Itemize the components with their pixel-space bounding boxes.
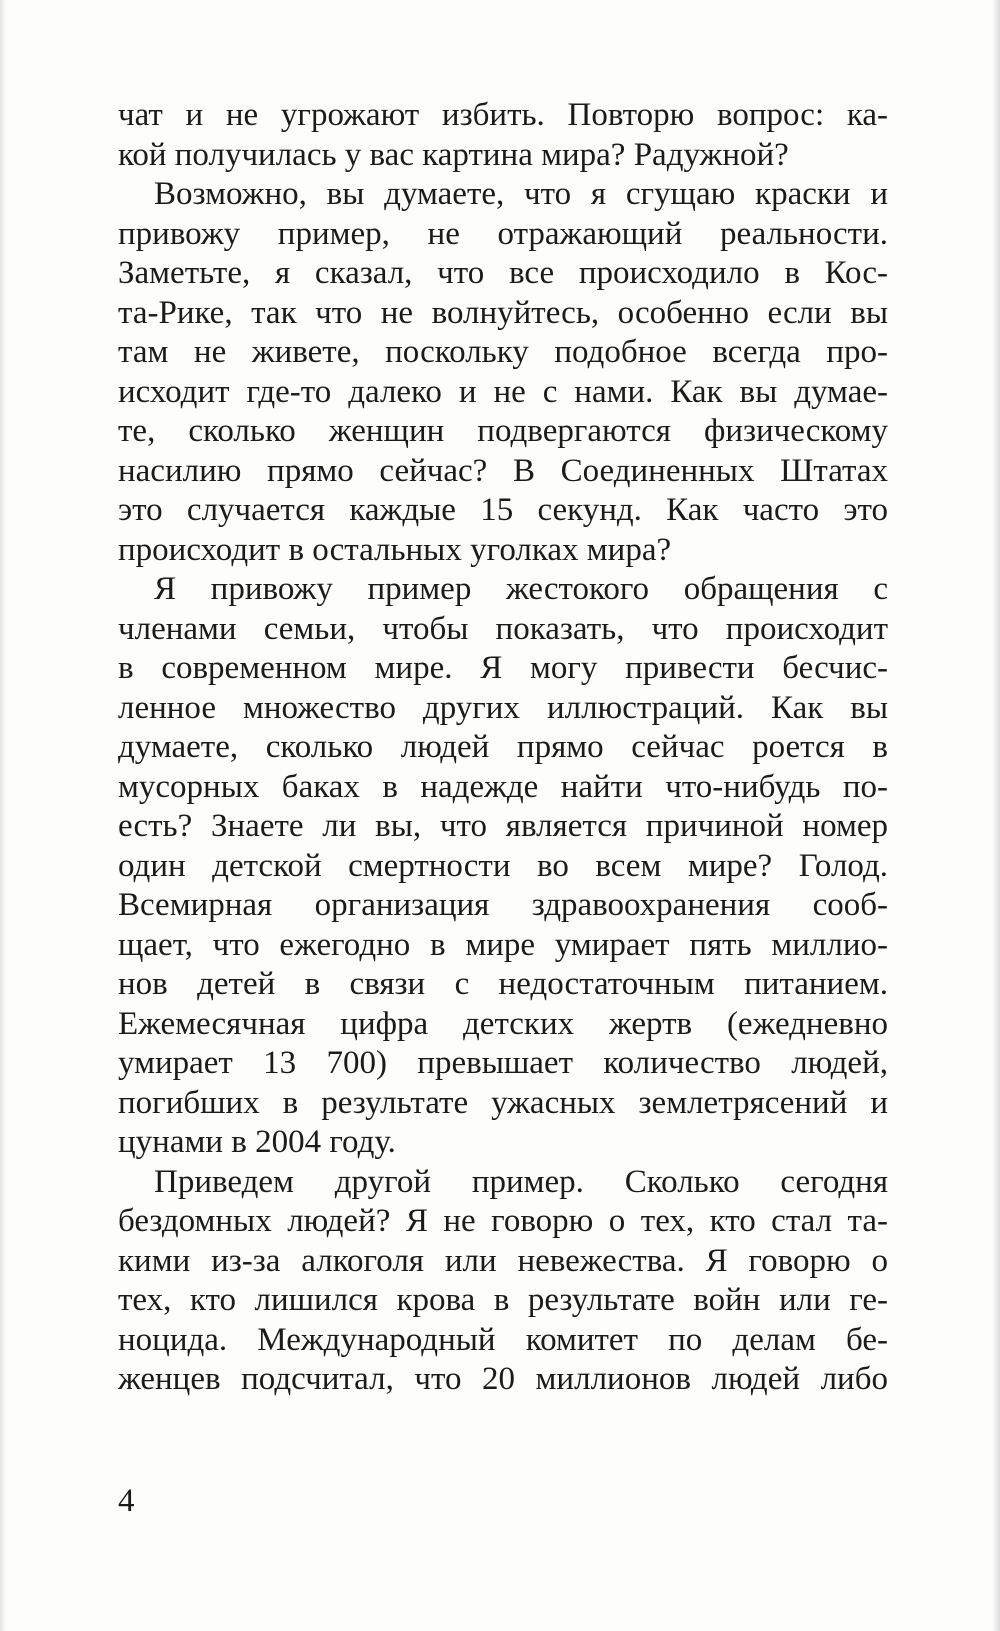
text-line: один детской смертности во всем мире? Голод. — [118, 847, 888, 884]
paragraph-first-line: Возможно, вы думаете, что я сгущаю краски и — [154, 176, 888, 212]
page-number: 4 — [118, 1483, 135, 1519]
text-line: насилию прямо сейчас? В Соединенных Штатах — [118, 452, 888, 489]
text-line: тех, кто лишился крова в результате войн или ге- — [118, 1282, 888, 1318]
text-line: членами семьи, чтобы показать, что происходит — [118, 610, 888, 647]
text-line: думаете, сколько людей прямо сейчас роется в — [118, 729, 888, 765]
text-line: та-Рике, так что не волнуйтесь, особенно если вы — [118, 294, 888, 331]
scan-edge-right — [992, 0, 1000, 1631]
text-line: женцев подсчитал, что 20 миллионов людей либо — [118, 1361, 888, 1397]
text-line: исходит где-то далеко и не с нами. Как вы думае- — [118, 373, 888, 410]
text-line: происходит в остальных уголках мира? — [118, 531, 672, 568]
body-text — [118, 96, 888, 1400]
text-line: щает, что ежегодно в мире умирает пять миллио- — [118, 926, 888, 963]
text-line: в современном мире. Я могу привести бесчис- — [118, 650, 888, 686]
text-line: это случается каждые 15 секунд. Как часто это — [118, 492, 888, 528]
text-line: Заметьте, я сказал, что все происходило в Кос- — [118, 255, 888, 291]
text-line: умирает 13 700) превышает количество людей, — [118, 1045, 888, 1081]
text-line: привожу пример, не отражающий реальности. — [118, 215, 888, 252]
text-line: кими из-за алкоголя или невежества. Я говорю о — [118, 1242, 888, 1279]
text-line: нов детей в связи с недостаточным питанием. — [118, 966, 888, 1002]
text-line: чат и не угрожают избить. Повторю вопрос: ка- — [118, 97, 888, 133]
text-line: Всемирная организация здравоохранения сооб- — [118, 887, 888, 923]
text-line: там не живете, поскольку подобное всегда про- — [118, 334, 888, 370]
text-line: бездомных людей? Я не говорю о тех, кто стал та- — [118, 1203, 888, 1239]
text-line: кой получилась у вас картина мира? Радужной? — [118, 136, 789, 173]
paragraph-first-line: Приведем другой пример. Сколько сегодня — [154, 1163, 888, 1200]
paragraph-first-line: Я привожу пример жестокого обращения с — [154, 571, 888, 607]
scan-edge-left — [0, 0, 6, 1631]
text-line: ленное множество других иллюстраций. Как вы — [118, 689, 888, 726]
text-line: цунами в 2004 году. — [118, 1124, 396, 1160]
text-line: мусорных баках в надежде найти что-нибудь по- — [118, 768, 888, 805]
text-line: ноцида. Международный комитет по делам бе- — [118, 1321, 888, 1358]
text-line: те, сколько женщин подвергаются физическому — [118, 413, 888, 449]
text-line: Ежемесячная цифра детских жертв (ежедневно — [118, 1005, 888, 1042]
text-line: погибших в результате ужасных землетрясений и — [118, 1084, 888, 1121]
text-line: есть? Знаете ли вы, что является причиной номер — [118, 808, 888, 844]
